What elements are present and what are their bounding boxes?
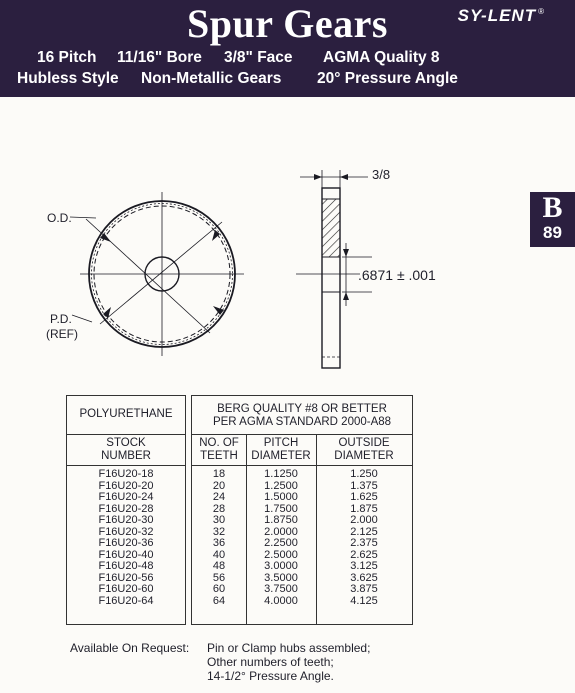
teeth-cell: 40 bbox=[212, 548, 226, 561]
bore-dimension-label bbox=[358, 267, 436, 283]
teeth-cell: 24 bbox=[212, 491, 226, 503]
teeth-header-line1: NO. OF bbox=[199, 437, 239, 449]
stock-cell: F16U20-64 bbox=[98, 594, 154, 607]
stock-cell: F16U20-24 bbox=[98, 491, 154, 503]
outside-cell: 2.625 bbox=[350, 548, 378, 561]
teeth-cell: 64 bbox=[212, 594, 226, 607]
stock-cell: F16U20-20 bbox=[98, 479, 154, 492]
pitch-cell: 1.5000 bbox=[264, 491, 298, 503]
spec-style: Hubless Style bbox=[17, 70, 119, 87]
teeth-cell: 30 bbox=[212, 514, 226, 526]
pitch-cell: 1.7500 bbox=[264, 502, 298, 515]
teeth-cell: 28 bbox=[212, 502, 226, 515]
outside-diameter-column bbox=[316, 469, 412, 607]
section-tab bbox=[530, 192, 575, 247]
pitch-diameter-column bbox=[246, 469, 316, 607]
stock-cell: F16U20-30 bbox=[98, 514, 154, 526]
pitch-cell: 2.2500 bbox=[264, 537, 298, 549]
quality-line2: PER AGMA STANDARD 2000-A88 bbox=[212, 416, 392, 428]
pitch-cell: 3.5000 bbox=[264, 571, 298, 584]
pitch-cell: 3.0000 bbox=[264, 560, 298, 572]
stock-header-line2: NUMBER bbox=[101, 450, 151, 462]
stock-number-header bbox=[67, 437, 185, 463]
available-on-request-label: Available On Request: bbox=[70, 641, 190, 655]
stock-cell: F16U20-60 bbox=[98, 583, 154, 595]
spec-pressure-angle: 20° Pressure Angle bbox=[317, 70, 458, 87]
page-title: Spur Gears bbox=[187, 1, 388, 46]
section-letter: B bbox=[542, 191, 563, 224]
specs-table-box bbox=[191, 395, 413, 625]
quality-header bbox=[192, 403, 412, 429]
outside-cell: 1.250 bbox=[350, 468, 378, 480]
pd-leader bbox=[100, 222, 222, 324]
brand-name: SY-LENT bbox=[457, 6, 537, 25]
registered-mark: ® bbox=[538, 7, 545, 17]
spec-material: Non-Metallic Gears bbox=[141, 70, 282, 87]
pitch-cell: 1.2500 bbox=[264, 479, 298, 492]
pitch-diameter-header bbox=[246, 437, 316, 463]
pd-ref-label: (REF) bbox=[46, 327, 78, 341]
page-number: 89 bbox=[543, 223, 562, 242]
teeth-column bbox=[192, 469, 246, 607]
teeth-cell: 60 bbox=[212, 583, 226, 595]
spec-face: 3/8" Face bbox=[224, 49, 293, 66]
outside-cell: 3.875 bbox=[350, 583, 378, 595]
outside-cell: 4.125 bbox=[350, 594, 378, 607]
spec-quality: AGMA Quality 8 bbox=[323, 49, 440, 66]
stock-number-column bbox=[67, 469, 185, 607]
teeth-cell: 20 bbox=[212, 479, 226, 492]
teeth-header bbox=[192, 437, 246, 463]
side-view-section bbox=[322, 199, 340, 257]
pd-arrow-bl bbox=[103, 307, 111, 318]
gear-drawing bbox=[0, 97, 520, 387]
header-banner bbox=[0, 0, 575, 97]
outside-cell: 2.125 bbox=[350, 525, 378, 538]
spec-pitch: 16 Pitch bbox=[37, 49, 97, 66]
pitch-header-line2: DIAMETER bbox=[251, 450, 311, 462]
od-label: O.D. bbox=[47, 211, 72, 225]
outside-cell: 1.375 bbox=[350, 479, 378, 492]
outside-header-line1: OUTSIDE bbox=[338, 437, 390, 449]
teeth-cell: 48 bbox=[212, 560, 226, 572]
pitch-cell: 1.8750 bbox=[264, 514, 298, 526]
stock-cell: F16U20-18 bbox=[98, 468, 154, 480]
outside-cell: 1.625 bbox=[350, 491, 378, 503]
outside-cell: 3.125 bbox=[350, 560, 378, 572]
stock-cell: F16U20-36 bbox=[98, 537, 154, 549]
option-teeth: Other numbers of teeth; bbox=[207, 655, 334, 669]
outside-cell: 3.625 bbox=[350, 571, 378, 584]
bore-value: .6871 bbox=[358, 267, 394, 283]
pitch-cell: 2.5000 bbox=[264, 548, 298, 561]
teeth-cell: 18 bbox=[212, 468, 226, 480]
material-column-box bbox=[66, 395, 186, 625]
bore-tolerance: ± .001 bbox=[396, 267, 436, 283]
outside-cell: 2.375 bbox=[350, 537, 378, 549]
option-hubs: Pin or Clamp hubs assembled; bbox=[207, 641, 371, 655]
stock-cell: F16U20-48 bbox=[98, 560, 154, 572]
quality-line1: BERG QUALITY #8 OR BETTER bbox=[217, 403, 387, 415]
face-width-label: 3/8 bbox=[372, 167, 391, 182]
pitch-cell: 1.1250 bbox=[264, 468, 298, 480]
pitch-cell: 2.0000 bbox=[264, 525, 298, 538]
outside-cell: 2.000 bbox=[350, 514, 378, 526]
pd-label: P.D. bbox=[50, 312, 72, 326]
teeth-cell: 56 bbox=[212, 571, 226, 584]
pitch-header-line1: PITCH bbox=[263, 437, 299, 449]
spec-bore: 11/16" Bore bbox=[117, 49, 202, 66]
pitch-cell: 4.0000 bbox=[264, 594, 298, 607]
gear-front-view bbox=[70, 192, 244, 356]
teeth-cell: 32 bbox=[212, 525, 226, 538]
stock-cell: F16U20-56 bbox=[98, 571, 154, 584]
stock-cell: F16U20-32 bbox=[98, 525, 154, 538]
outside-diameter-header bbox=[316, 437, 412, 463]
material-header: POLYURETHANE bbox=[79, 408, 173, 420]
teeth-cell: 36 bbox=[212, 537, 226, 549]
outside-header-line2: DIAMETER bbox=[334, 450, 394, 462]
stock-cell: F16U20-40 bbox=[98, 548, 154, 561]
stock-cell: F16U20-28 bbox=[98, 502, 154, 515]
teeth-header-line2: TEETH bbox=[200, 450, 238, 462]
stock-header-line1: STOCK bbox=[106, 437, 146, 449]
outside-cell: 1.875 bbox=[350, 502, 378, 515]
brand-logo bbox=[458, 6, 545, 26]
pitch-cell: 3.7500 bbox=[264, 583, 298, 595]
option-pressure-angle: 14-1/2° Pressure Angle. bbox=[207, 669, 334, 683]
